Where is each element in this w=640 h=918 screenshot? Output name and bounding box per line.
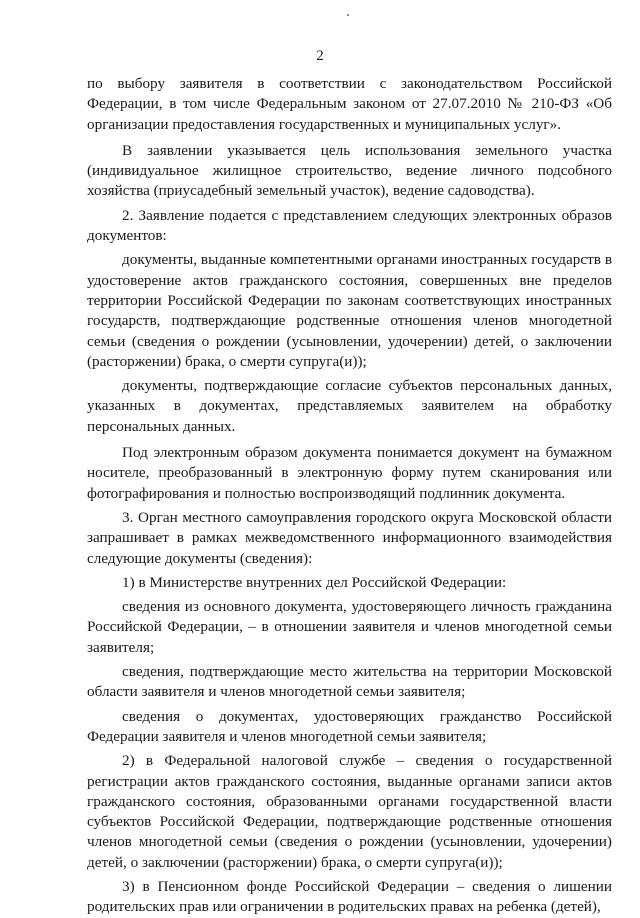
paragraph-interagency-request: 3. Орган местного самоуправления городского округа Московской области запрашивает в рамках межведомственного информационного взаимодействия следующие документы (сведения): [87, 508, 612, 567]
paragraph-identity-document: сведения из основного документа, удостоверяющего личность гражданина Российской Федерации, – в отношении заявителя и членов многодетной семьи заявителя; [87, 598, 612, 656]
paragraph-personal-data-consent: документы, подтверждающие согласие субъектов персональных данных, указанных в документах, представляемых заявителем на обработку персональных данных. [87, 377, 612, 435]
paragraph-pension-fund: 3) в Пенсионном фонде Российской Федерации – сведения о лишении родительских прав или ограничении в родительских правах на ребенка (детей), [87, 877, 612, 916]
paragraph-electronic-documents: 2. Заявление подается с представлением следующих электронных образов документов: [87, 206, 612, 245]
paragraph-citizenship-info: сведения о документах, удостоверяющих гражданство Российской Федерации заявителя и членов многодетной семьи заявителя; [87, 707, 612, 745]
document-body [87, 74, 612, 918]
scan-speck [347, 14, 349, 16]
paragraph-foreign-documents: документы, выданные компетентными органами иностранных государств в удостоверение актов гражданского состояния, совершенных вне пределов территории Российской Федерации по законам соответствующих иностранных государств, подтверждающие родственные отношения членов многодетной семьи (сведения о рождении (усыновлении, удочерении) детей, о заключении (расторжении) брака, о смерти супруга(и)); [87, 251, 612, 370]
page-number: 2 [316, 48, 324, 64]
paragraph-interior-ministry: 1) в Министерстве внутренних дел Российской Федерации: [122, 573, 507, 591]
paragraph-electronic-image-definition: Под электронным образом документа понимается документ на бумажном носителе, преобразованный в электронную форму путем сканирования или фотографирования и полностью воспроизводящий подлинник документа. [87, 444, 612, 502]
paragraph-application-method: по выбору заявителя в соответствии с законодательством Российской Федерации, в том числе Федеральным законом от 27.07.2010 № 210-ФЗ «Об организации предоставления государственных и муниципальных услуг». [87, 75, 612, 133]
paragraph-land-purpose: В заявлении указывается цель использования земельного участка (индивидуальное жилищное строительство, ведение личного подсобного хозяйства (приусадебный земельный участок), ведение садоводства). [87, 141, 612, 200]
paragraph-residence-info: сведения, подтверждающие место жительства на территории Московской области заявителя и членов многодетной семьи заявителя; [87, 663, 612, 701]
paragraph-tax-service: 2) в Федеральной налоговой службе – сведения о государственной регистрации актов гражданского состояния, выданные органами записи актов гражданского состояния, образованными органами государственной власти субъектов Российской Федерации, подтверждающие родственные отношения членов многодетной семьи (сведения о рождении (усыновлении, удочерении) детей, о заключении (расторжении) брака, о смерти супруга(и)); [87, 752, 612, 871]
